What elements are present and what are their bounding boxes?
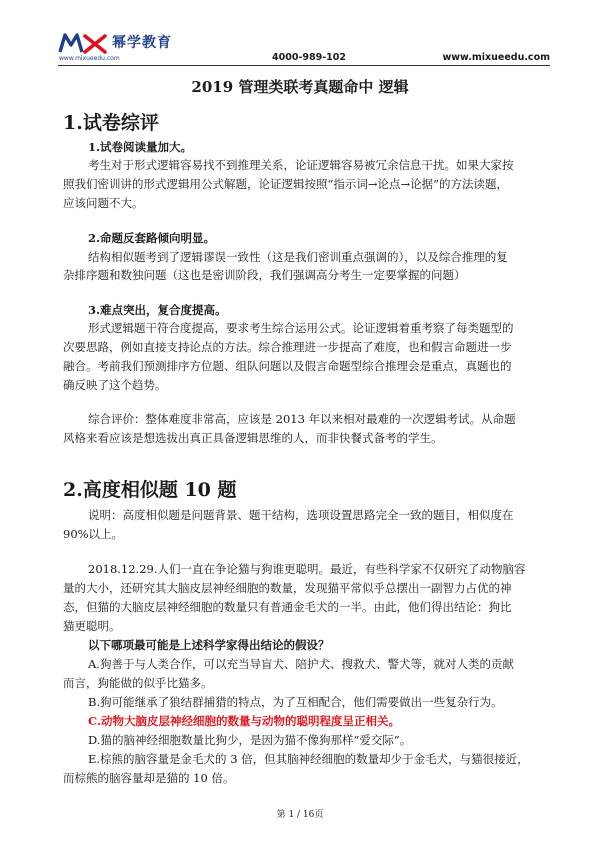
paragraph-line: 杂排序题和数独问题（这也是密训阶段，我们强调高分考生一定要掌握的问题） xyxy=(63,268,466,282)
summary-line: 风格来看应该是想选拔出真正具备逻辑思维的人，而非快餐式备考的学生。 xyxy=(63,431,443,445)
option-c-answer: C.动物大脑皮层神经细胞的数量与动物的聪明程度呈正相关。 xyxy=(88,714,400,728)
paragraph-line: 形式逻辑题干符合度提高，要求考生综合运用公式。论证逻辑着重考察了每类题型的 xyxy=(88,321,514,335)
option-a: A.狗善于与人类合作，可以充当导盲犬、陪护犬、搜救犬、警犬等，就对人类的贡献 xyxy=(88,657,514,671)
question-prompt: 以下哪项最可能是上述科学家得出结论的假设？ xyxy=(88,638,330,652)
question-stem-line: 量的大小，还研究其大脑皮层神经细胞的数量，发现猫平常似乎总摆出一副智力占优的神 xyxy=(63,581,512,595)
brand-logo xyxy=(58,30,258,62)
option-e-cont: 而棕熊的脑容量却是猫的 10 倍。 xyxy=(63,771,235,785)
section-heading-review: 1.试卷综评 xyxy=(63,112,159,134)
paragraph-line: 确反映了这个趋势。 xyxy=(63,378,167,392)
note-line: 说明：高度相似题是问题背景、题干结构，选项设置思路完全一致的题目，相似度在 xyxy=(88,508,514,522)
option-d: D.猫的脑神经细胞数量比狗少，是因为猫不像狗那样“爱交际”。 xyxy=(88,733,412,747)
option-e: E.棕熊的脑容量是金毛犬的 3 倍，但其脑神经细胞的数量却少于金毛犬，与猫很接近， xyxy=(88,752,529,766)
option-a-cont: 而言，狗能做的似乎比猫多。 xyxy=(63,676,213,690)
header-phone: 4000-989-102 xyxy=(272,52,346,63)
summary-line: 综合评价：整体难度非常高，应该是 2013 年以来相对最难的一次逻辑考试。从命题 xyxy=(88,412,516,426)
paragraph-line: 融合。考前我们预测排序方位题、组队问题以及假言命题型综合推理会是重点，真题也的 xyxy=(63,359,512,373)
point-title-2: 2.命题反套路倾向明显。 xyxy=(88,231,216,245)
note-line: 90%以上。 xyxy=(63,527,124,541)
section-heading-similar: 2.高度相似题 10 题 xyxy=(63,479,237,501)
point-title-1: 1.试卷阅读量加大。 xyxy=(88,140,193,154)
document-title: 2019 管理类联考真题命中 逻辑 xyxy=(191,78,409,96)
option-b: B.狗可能继承了狼结群捕猎的特点，为了互相配合，他们需要做出一些复杂行为。 xyxy=(88,695,503,709)
paragraph-line: 考生对于形式逻辑容易找不到推理关系，论证逻辑容易被冗余信息干扰。如果大家按 xyxy=(88,158,514,172)
paragraph-line: 照我们密训讲的形式逻辑用公式解题，论证逻辑按照“指示词→论点→论据”的方法读题， xyxy=(63,177,509,191)
paragraph-line: 应该问题不大。 xyxy=(63,196,144,210)
question-stem-line: 2018.12.29.人们一直在争论猫与狗谁更聪明。最近，有些科学家不仅研究了动物脑容 xyxy=(88,562,526,576)
page-number: 第 1 / 16页 xyxy=(276,810,324,820)
brand-name: 幂学教育 xyxy=(112,35,172,51)
mx-logo-icon xyxy=(58,32,110,54)
question-stem-line: 态，但猫的大脑皮层神经细胞的数量只有普通金毛犬的一半。由此，他们得出结论：狗比 xyxy=(63,600,512,614)
brand-url: www.mixueedu.com xyxy=(59,55,120,62)
paragraph-line: 次要思路，例如直接支持论点的方法。综合推理进一步提高了难度，也和假言命题进一步 xyxy=(63,340,512,354)
point-title-3: 3.难点突出，复合度提高。 xyxy=(88,303,227,317)
header-divider xyxy=(58,65,550,66)
header-website[interactable]: www.mixueedu.com xyxy=(442,52,550,63)
paragraph-line: 结构相似题考到了逻辑谬误一致性（这是我们密训重点强调的），以及综合推理的复 xyxy=(88,250,508,264)
page-header xyxy=(58,30,550,68)
question-stem-line: 猫更聪明。 xyxy=(63,619,121,633)
